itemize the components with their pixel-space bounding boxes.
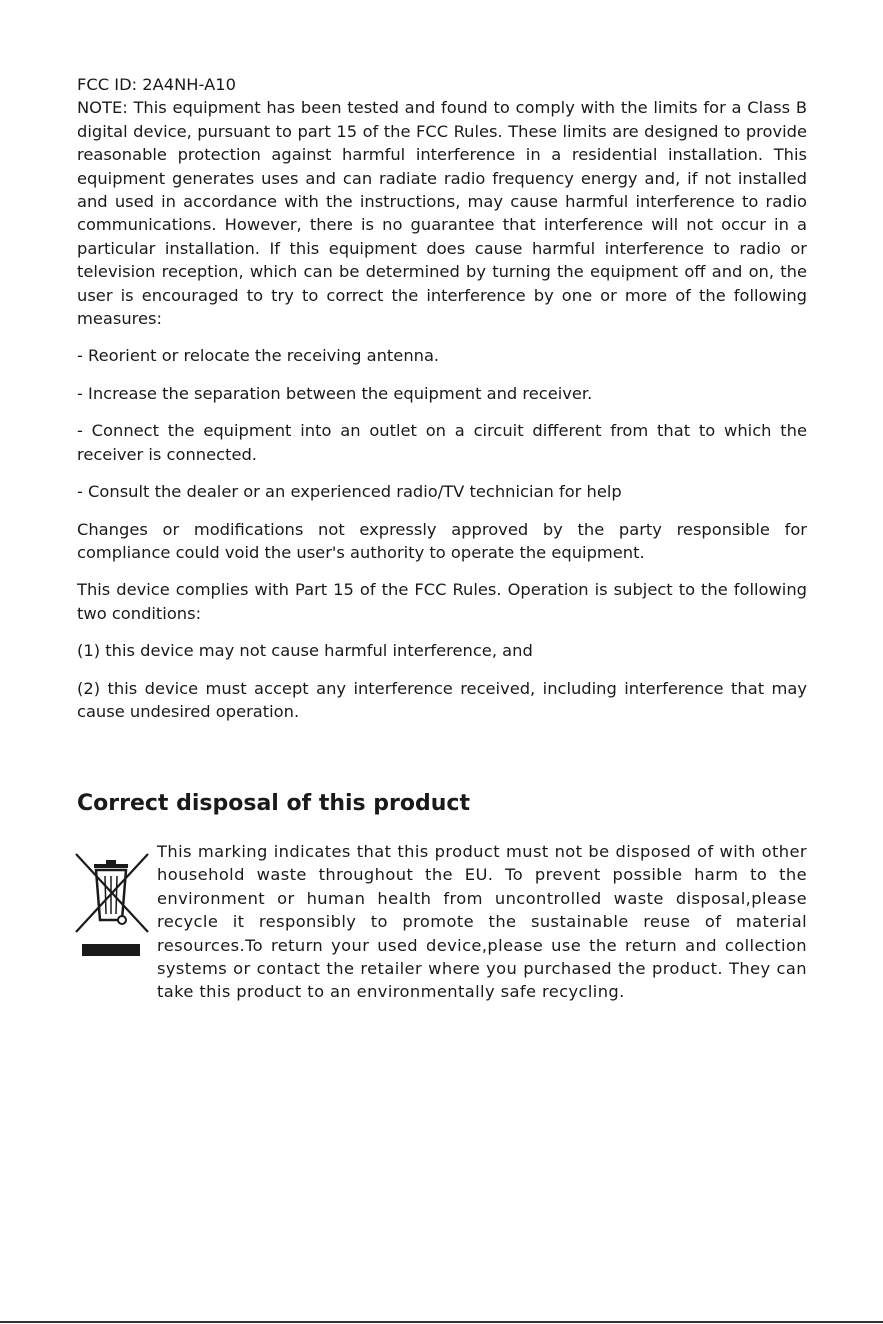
compliance-paragraph: This device complies with Part 15 of the FCC Rules. Operation is subject to the following two conditions: (77, 580, 807, 623)
measure-item: - Reorient or relocate the receiving antenna. (77, 346, 440, 366)
disposal-title: Correct disposal of this product (77, 791, 470, 816)
weee-crossed-bin-icon (72, 850, 152, 960)
fcc-note-paragraph: NOTE: This equipment has been tested and found to comply with the limits for a Class B digital device, pursuant to part 15 of the FCC Rules. These limits are designed to provide reasonable protection against harmful interference in a residential installation. This equipment generates uses and can radiate radio frequency energy and, if not installed and used in accordance with the instructions, may cause harmful interference to radio communications. However, there is no guarantee that interference will not occur in a particular installation. If this equipment does cause harmful interference to radio or television reception, which can be determined by turning the equipment off and on, the user is encouraged to try to correct the interference by one or more of the following measures: (77, 98, 807, 329)
condition-item: (1) this device may not cause harmful interference, and (77, 641, 533, 661)
fcc-id-heading: FCC ID: 2A4NH-A10 (77, 75, 236, 94)
measure-item: - Consult the dealer or an experienced radio/TV technician for help (77, 482, 622, 502)
changes-paragraph: Changes or modifications not expressly approved by the party responsible for compliance could void the user's authority to operate the equipment. (77, 519, 807, 562)
measures-list (77, 344, 807, 503)
condition-item: (2) this device must accept any interference received, including interference that may cause undesired operation. (77, 678, 807, 721)
fcc-section (77, 73, 807, 737)
measure-item: - Increase the separation between the equipment and receiver. (77, 383, 593, 403)
bottom-rule (0, 1321, 883, 1323)
measure-item: - Connect the equipment into an outlet on a circuit different from that to which the receiver is connected. (77, 421, 807, 464)
disposal-paragraph: This marking indicates that this product must not be disposed of with other household waste throughout the EU. To prevent possible harm to the environment or human health from uncontrolled waste disposal,please recycle it responsibly to promote the sustainable reuse of material resources.To return your used device,please use the return and collection systems or contact the retailer where you purchased the product. They can take this product to an environmentally safe recycling. (157, 842, 807, 1002)
